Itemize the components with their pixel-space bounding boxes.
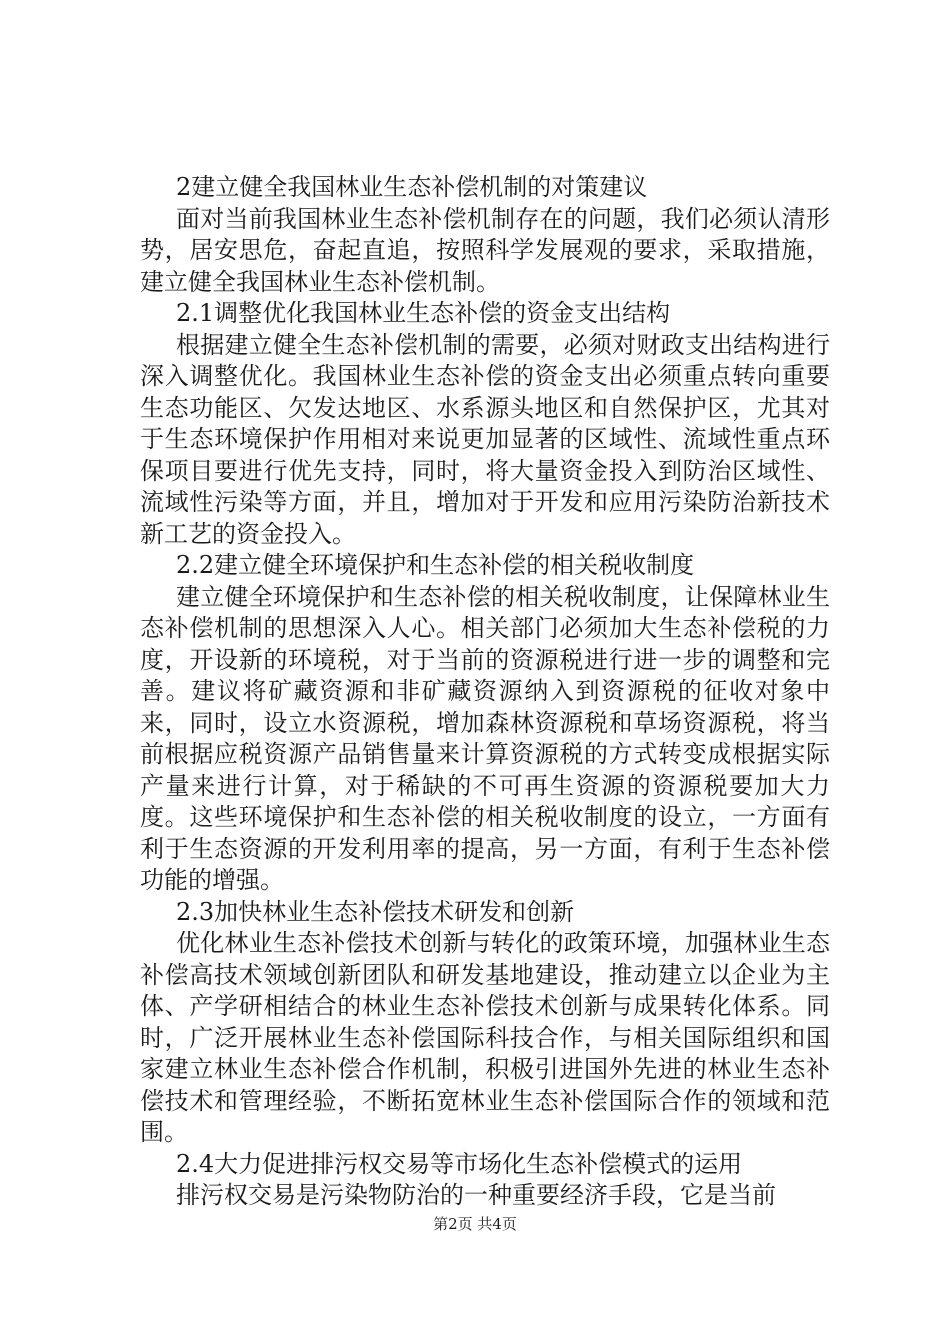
paragraph: 建立健全环境保护和生态补偿的相关税收制度，让保障林业生态补偿机制的思想深入人心。相关部门必须加大生态补偿税的力度，开设新的环境税，对于当前的资源税进行进一步的调整和完善。建议将矿藏资源和非矿藏资源纳入到资源税的征收对象中来，同时，设立水资源税，增加森林资源税和草场资源税，将当前根据应税资源产品销售量来计算资源税的方式转变成根据实际产量来进行计算，对于稀缺的不可再生资源的资源税要加大力度。这些环境保护和生态补偿的相关税收制度的设立，一方面有利于生态资源的开发利用率的提高，另一方面，有利于生态补偿功能的增强。 (140, 582, 830, 894)
document-body (140, 172, 830, 1212)
section-heading-2-1: 2.1调整优化我国林业生态补偿的资金支出结构 (176, 299, 671, 327)
section-heading-2: 2建立健全我国林业生态补偿机制的对策建议 (176, 173, 648, 201)
paragraph: 面对当前我国林业生态补偿机制存在的问题，我们必须认清形势，居安思危，奋起直追，按照科学发展观的要求，采取措施，建立健全我国林业生态补偿机制。 (140, 204, 830, 296)
paragraph: 优化林业生态补偿技术创新与转化的政策环境，加强林业生态补偿高技术领域创新团队和研发基地建设，推动建立以企业为主体、产学研相结合的林业生态补偿技术创新与成果转化体系。同时，广泛开展林业生态补偿国际科技合作，与相关国际组织和国家建立林业生态补偿合作机制，积极引进国外先进的林业生态补偿技术和管理经验，不断拓宽林业生态补偿国际合作的领域和范围。 (140, 929, 830, 1146)
section-heading-2-4: 2.4大力促进排污权交易等市场化生态补偿模式的运用 (176, 1149, 743, 1178)
section-heading-2-2: 2.2建立健全环境保护和生态补偿的相关税收制度 (176, 551, 695, 579)
page-footer: 第2页 共4页 (433, 1215, 517, 1233)
section-heading-2-3: 2.3加快林业生态补偿技术研发和创新 (176, 897, 575, 926)
paragraph: 根据建立健全生态补偿机制的需要，必须对财政支出结构进行深入调整优化。我国林业生态补偿的资金支出必须重点转向重要生态功能区、欠发达地区、水系源头地区和自然保护区，尤其对于生态环境保护作用相对来说更加显著的区域性、流域性重点环保项目要进行优先支持，同时，将大量资金投入到防治区域性、流域性污染等方面，并且，增加对于开发和应用污染防治新技术新工艺的资金投入。 (140, 330, 830, 548)
paragraph: 排污权交易是污染物防治的一种重要经济手段，它是当前 (176, 1181, 776, 1209)
